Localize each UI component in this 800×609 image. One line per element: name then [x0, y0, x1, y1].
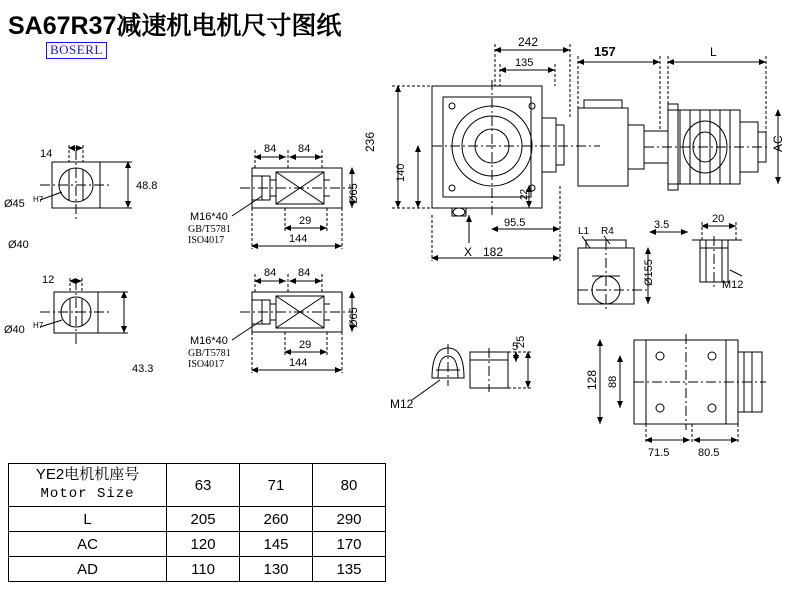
table-cell-0-2: 290: [313, 507, 386, 532]
dim-80-5: 80.5: [698, 447, 720, 459]
dim-bore-bottom: Ø40: [4, 324, 25, 336]
page-title: SA67R37减速机电机尺寸图纸: [8, 12, 342, 40]
label-l1: L1: [578, 226, 590, 237]
dim-128: 128: [585, 369, 599, 390]
table-header-col-1: 71: [240, 464, 313, 507]
dim-242: 242: [518, 35, 539, 49]
dim-3-5: 3.5: [654, 219, 670, 231]
dim-height-bottom: 43.3: [132, 363, 154, 375]
table-row-label-2: AD: [9, 557, 167, 582]
dim-84-b-top: 84: [298, 143, 311, 155]
table-header-row: [9, 464, 386, 507]
dim-95-5: 95.5: [504, 217, 526, 229]
dim-AC: AC: [771, 135, 785, 152]
dim-bore-plain: Ø40: [8, 239, 29, 251]
marker-x: X: [464, 245, 473, 259]
dim-144-top: 144: [289, 233, 308, 245]
dim-dia65-bottom: Ø65: [348, 307, 360, 328]
dim-84-b-bottom: 84: [298, 267, 311, 279]
table-cell-1-2: 170: [313, 532, 386, 557]
dim-key-width-bottom: 12: [42, 274, 55, 286]
thread-m12-right: M12: [722, 279, 744, 291]
table-cell-0-1: 260: [240, 507, 313, 532]
dim-157: 157: [594, 44, 616, 59]
standard-gb-bottom: GB/T5781: [188, 348, 231, 359]
label-r4: R4: [601, 226, 614, 237]
dim-88: 88: [607, 375, 619, 388]
dim-bore-top-tol: H7: [33, 195, 44, 204]
dim-236: 236: [363, 131, 377, 152]
dim-29-bottom: 29: [299, 339, 312, 351]
dim-22: 22: [519, 188, 530, 200]
dim-bore-bottom-tol: H7: [33, 321, 44, 330]
table-header-col-0: 63: [167, 464, 240, 507]
brand-logo: BOSERL: [46, 42, 107, 59]
table-cell-1-1: 145: [240, 532, 313, 557]
thread-m12-bottom: M12: [390, 397, 414, 411]
dim-84-a-bottom: 84: [264, 267, 277, 279]
dim-dia155: Ø155: [643, 259, 655, 286]
dim-dia65-top: Ø65: [348, 183, 360, 204]
standard-gb-top: GB/T5781: [188, 224, 231, 235]
table-cell-0-0: 205: [167, 507, 240, 532]
dim-84-a-top: 84: [264, 143, 277, 155]
table-header-col-2: 80: [313, 464, 386, 507]
table-header-label-cn: YE2电机机座号: [35, 466, 140, 483]
table-cell-2-0: 110: [167, 557, 240, 582]
table-row: [9, 557, 386, 582]
thread-m16-top: M16*40: [190, 211, 228, 223]
dim-bore-top: Ø45: [4, 198, 25, 210]
dim-140: 140: [395, 163, 407, 182]
dim-key-width-top: 14: [40, 148, 53, 160]
dim-L: L: [710, 45, 717, 59]
dim-20: 20: [712, 213, 725, 225]
dim-5: 5: [512, 341, 519, 353]
dim-height-top: 48.8: [136, 180, 158, 192]
table-cell-2-1: 130: [240, 557, 313, 582]
table-row-label-0: L: [9, 507, 167, 532]
dim-25: 25: [515, 335, 527, 348]
thread-m16-bottom: M16*40: [190, 335, 228, 347]
table-cell-2-2: 135: [313, 557, 386, 582]
dim-182: 182: [483, 245, 504, 259]
table-cell-1-0: 120: [167, 532, 240, 557]
dim-144-bottom: 144: [289, 357, 308, 369]
table-header-label-en: Motor Size: [40, 486, 135, 502]
table-row: [9, 507, 386, 532]
table-header-label: [9, 464, 167, 507]
standard-iso-bottom: ISO4017: [188, 359, 225, 370]
table-row: [9, 532, 386, 557]
dim-135: 135: [515, 57, 534, 69]
table-row-label-1: AC: [9, 532, 167, 557]
dim-29-top: 29: [299, 215, 312, 227]
standard-iso-top: ISO4017: [188, 235, 225, 246]
motor-size-table: [8, 463, 386, 582]
dim-71-5: 71.5: [648, 447, 670, 459]
